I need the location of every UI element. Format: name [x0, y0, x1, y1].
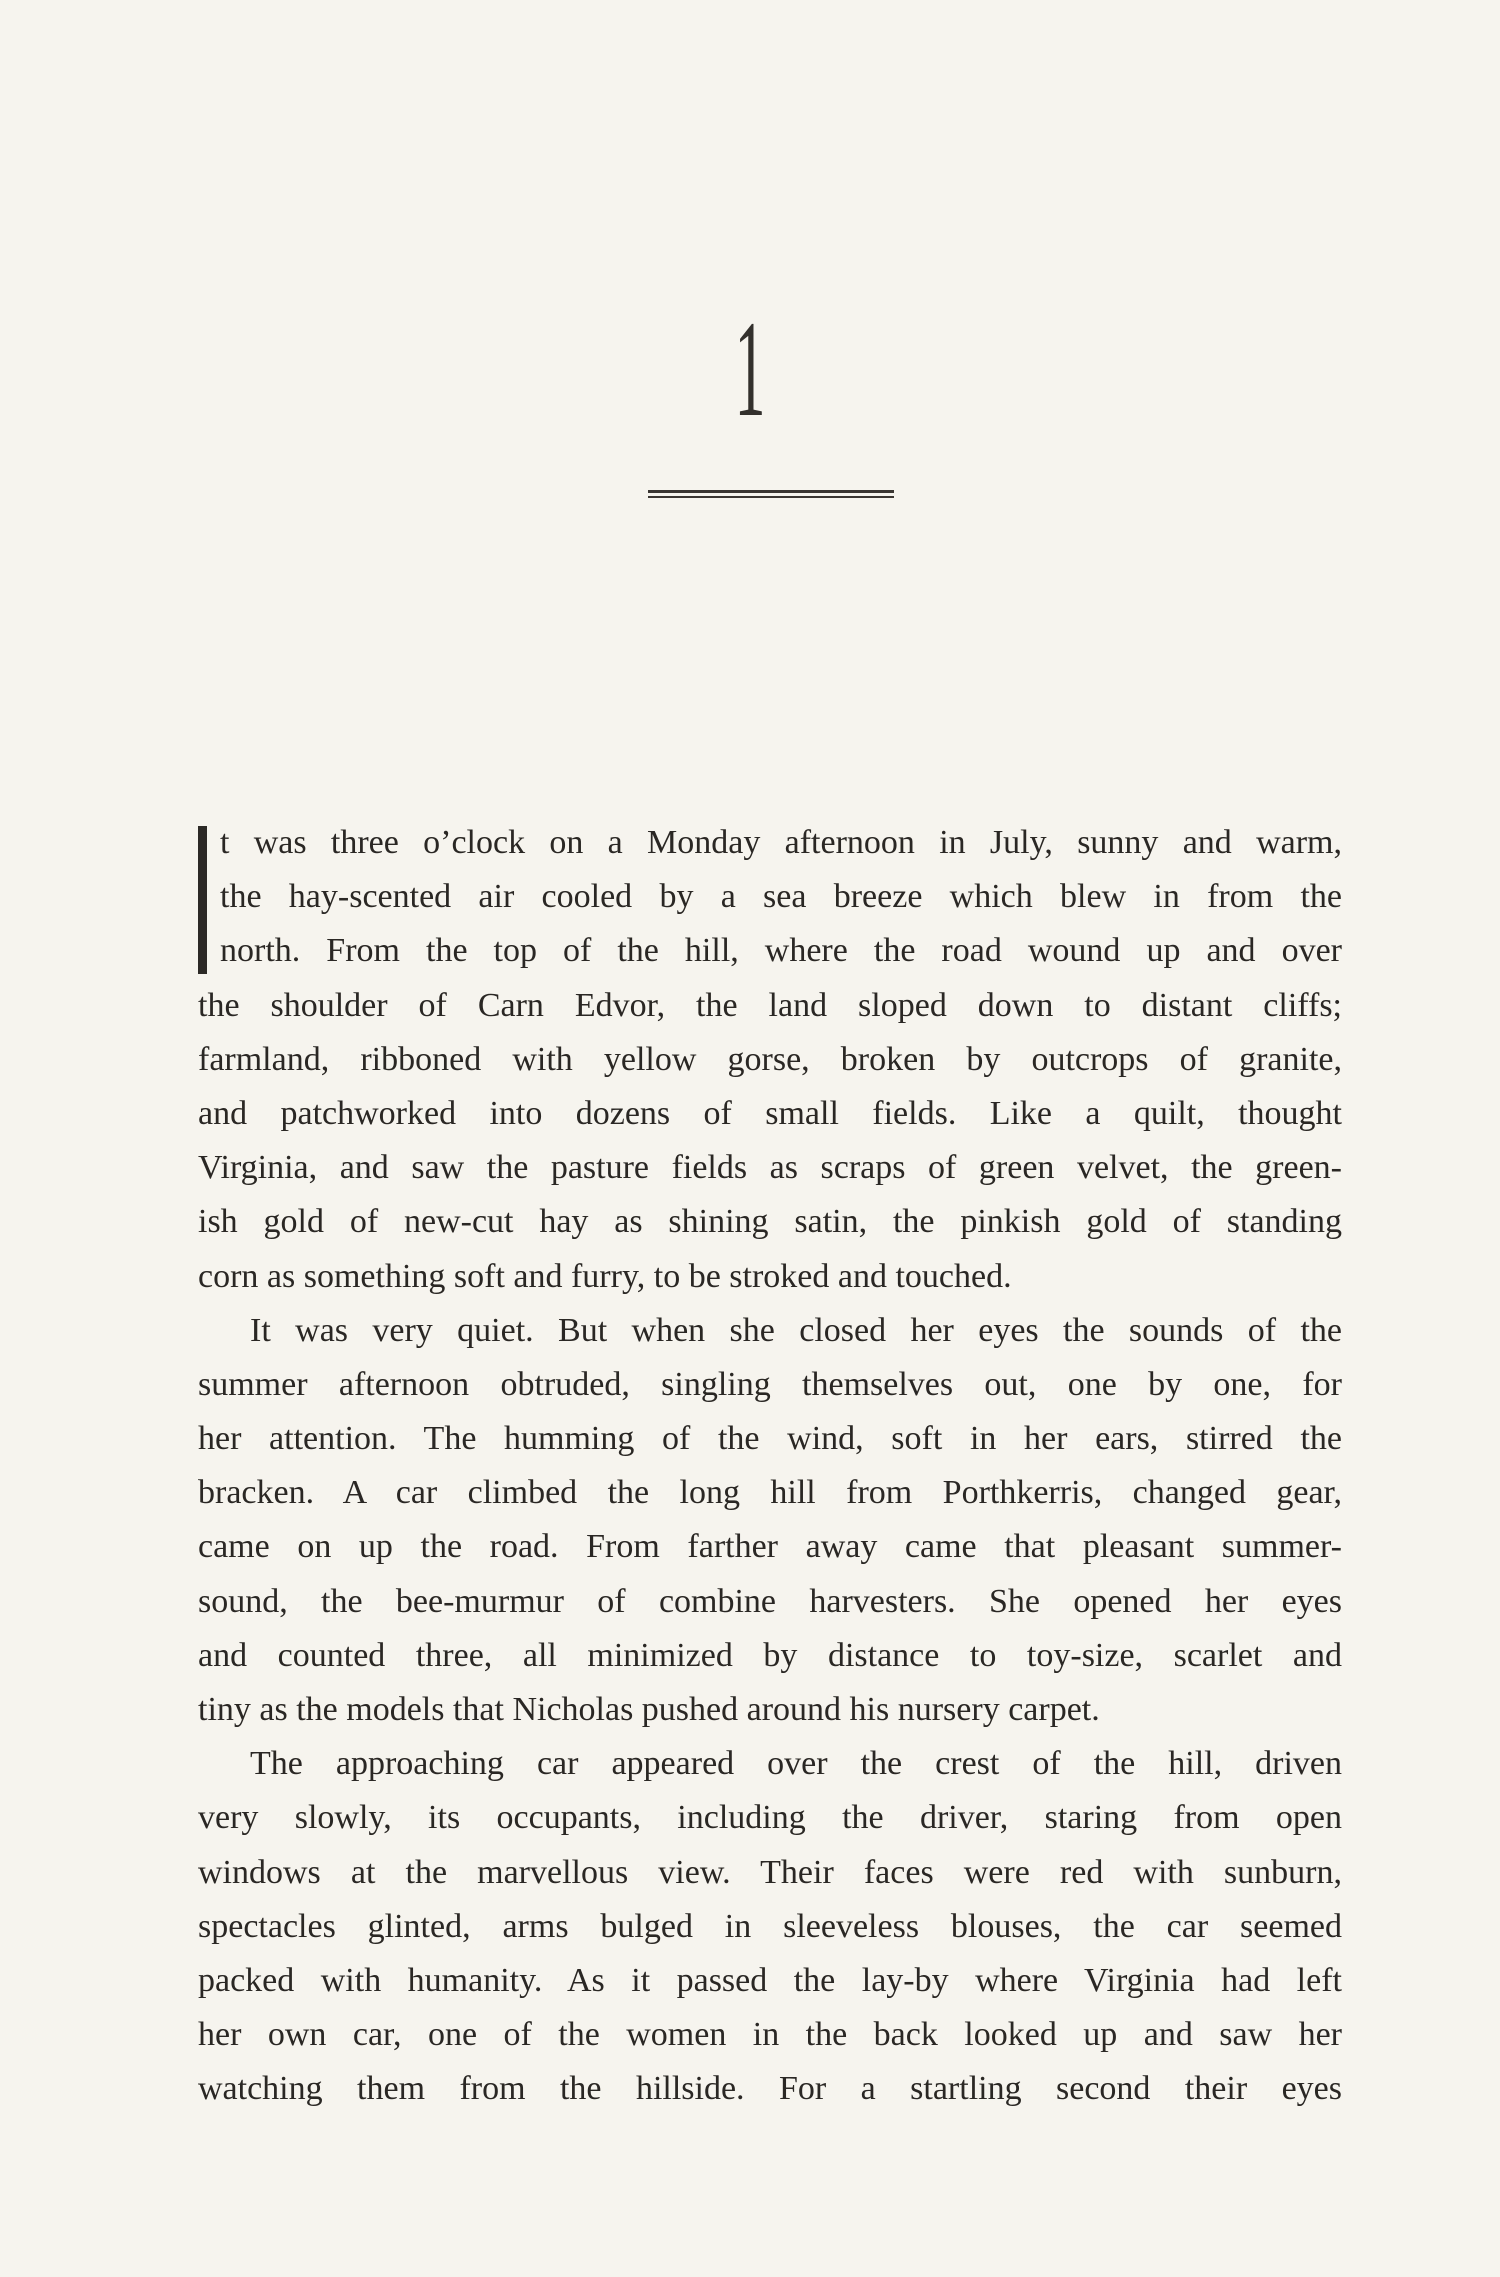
paragraph-2 [198, 1304, 1342, 1738]
text-line: farmland, ribboned with yellow gorse, broken by outcrops of granite, [198, 1040, 1342, 1078]
text-line: t was three o’clock on a Monday afternoon in July, sunny and warm, [220, 824, 1342, 861]
text-line: came on up the road. From farther away came that pleasant summer- [198, 1528, 1342, 1566]
text-line: the shoulder of Carn Edvor, the land sloped down to distant cliffs; [198, 986, 1342, 1024]
text-line: bracken. A car climbed the long hill from Porthkerris, changed gear, [198, 1474, 1342, 1512]
text-line: watching them from the hillside. For a startling second their eyes [198, 2070, 1342, 2108]
divider-line-bottom [648, 496, 894, 498]
text-line: Virginia, and saw the pasture fields as scraps of green velvet, the green- [198, 1149, 1342, 1187]
text-line: windows at the marvellous view. Their faces were red with sunburn, [198, 1853, 1342, 1891]
paragraph-1 [198, 816, 1342, 1304]
text-line: north. From the top of the hill, where the road wound up and over [220, 932, 1342, 970]
text-line: summer afternoon obtruded, singling themselves out, one by one, for [198, 1365, 1342, 1403]
text-line: tiny as the models that Nicholas pushed around his nursery carpet. [198, 1691, 1100, 1728]
text-line: her attention. The humming of the wind, soft in her ears, stirred the [198, 1420, 1342, 1458]
drop-cap [198, 826, 207, 974]
body-text [198, 816, 1342, 2117]
text-line: ish gold of new-cut hay as shining satin, the pinkish gold of standing [198, 1203, 1342, 1241]
text-line: spectacles glinted, arms bulged in sleeveless blouses, the car seemed [198, 1907, 1342, 1945]
text-line: corn as something soft and furry, to be stroked and touched. [198, 1257, 1012, 1295]
chapter-divider [648, 490, 894, 500]
text-line: packed with humanity. As it passed the lay-by where Virginia had left [198, 1961, 1342, 1999]
divider-line-top [648, 490, 894, 493]
text-line: very slowly, its occupants, including the driver, staring from open [198, 1799, 1342, 1837]
paragraph-3 [198, 1737, 1342, 2116]
text-line: It was very quiet. But when she closed her eyes the sounds of the [250, 1311, 1342, 1349]
text-line: the hay-scented air cooled by a sea breeze which blew in from the [220, 878, 1342, 916]
text-line: and patchworked into dozens of small fields. Like a quilt, thought [198, 1094, 1342, 1132]
text-line: The approaching car appeared over the crest of the hill, driven [250, 1745, 1342, 1783]
text-line: sound, the bee-murmur of combine harvesters. She opened her eyes [198, 1582, 1342, 1620]
text-line: her own car, one of the women in the back looked up and saw her [198, 2016, 1342, 2054]
text-line: and counted three, all minimized by distance to toy-size, scarlet and [198, 1636, 1342, 1674]
chapter-number: 1 [734, 292, 766, 445]
